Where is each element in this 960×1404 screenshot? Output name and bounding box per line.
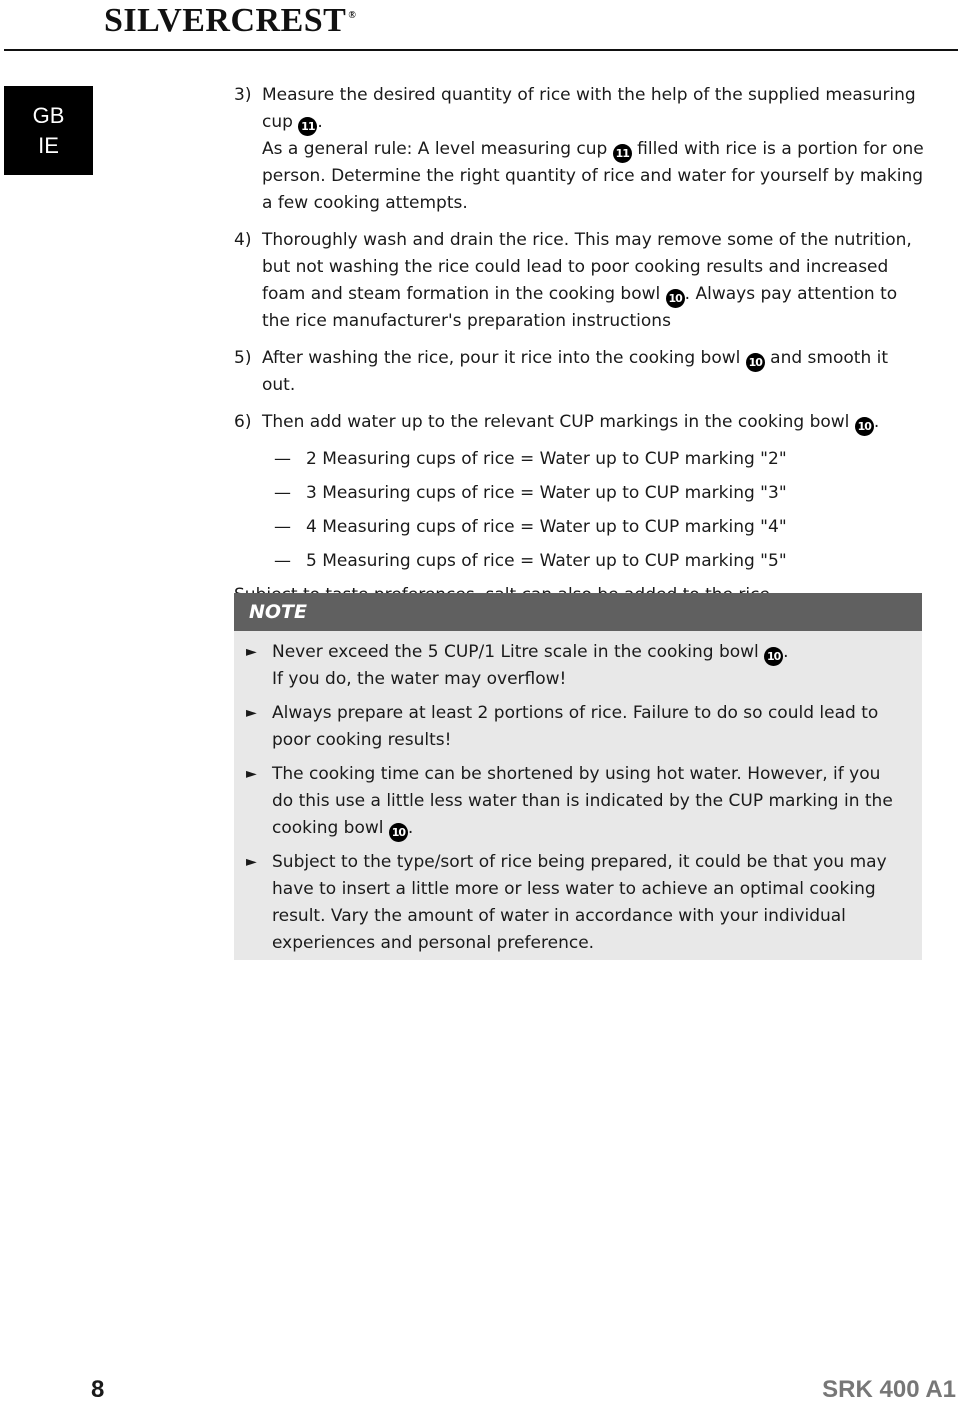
- reference-number-badge: 11: [298, 117, 317, 136]
- note-text: The cooking time can be shortened by using hot water. However, if you do this use a little less water than is indicated by the CUP marking in the cooking bowl: [272, 764, 893, 838]
- brand-logo: [104, 2, 356, 40]
- note-text: If you do, the water may overflow!: [272, 669, 567, 689]
- list-item: [274, 480, 924, 507]
- step-text: Then add water up to the relevant CUP markings in the cooking bowl: [262, 412, 855, 432]
- lang-code-ie: IE: [38, 132, 59, 158]
- arrow-bullet-icon: ►: [246, 854, 257, 870]
- list-item: [274, 548, 924, 575]
- reference-number-badge: 10: [764, 647, 783, 666]
- list-item-text: 4 Measuring cups of rice = Water up to CUP marking "4": [306, 517, 787, 537]
- step-text: .: [873, 412, 880, 432]
- reference-number-badge: 11: [613, 144, 632, 163]
- language-tab: [4, 86, 93, 175]
- page-number: 8: [91, 1376, 105, 1403]
- step-number: 3): [234, 85, 252, 105]
- step-text: filled with rice is a portion for one person. Determine the right quantity of rice and water for yourself by making a few cooking attempts.: [262, 139, 924, 213]
- reference-number-badge: 10: [666, 289, 685, 308]
- registered-mark: ®: [348, 10, 357, 21]
- brand-name: SILVERCREST: [104, 2, 347, 39]
- list-item: [246, 700, 902, 754]
- list-item: [274, 446, 924, 473]
- reference-number-badge: 10: [746, 353, 765, 372]
- step-text: Thoroughly wash and drain the rice. This may remove some of the nutrition, but not washing the rice could lead to poor cooking results and increased foam and steam formation in the cooking bowl: [262, 230, 912, 304]
- note-item-text: [272, 700, 902, 754]
- step-text: As a general rule: A level measuring cup: [262, 139, 613, 159]
- dash-icon: —: [274, 551, 291, 571]
- list-item-text: 5 Measuring cups of rice = Water up to CUP marking "5": [306, 551, 787, 571]
- note-item-text: [272, 639, 789, 693]
- step-text: . Always pay attention to the rice manufacturer's preparation instructions: [262, 284, 898, 331]
- step-body: [262, 227, 924, 335]
- list-item: [246, 639, 902, 693]
- model-number: SRK 400 A1: [822, 1376, 956, 1403]
- arrow-bullet-icon: ►: [246, 766, 257, 782]
- header-divider: [4, 49, 958, 51]
- step-body: [262, 345, 924, 399]
- note-list: [234, 631, 922, 957]
- note-text: Always prepare at least 2 portions of rice. Failure to do so could lead to poor cooking results!: [272, 703, 879, 750]
- step-body: [262, 409, 924, 436]
- note-box: [234, 593, 922, 960]
- dash-icon: —: [274, 449, 291, 469]
- list-item: [246, 849, 902, 957]
- cup-marking-list: [274, 446, 924, 575]
- step-number: 4): [234, 230, 252, 250]
- step-number: 6): [234, 412, 252, 432]
- step-6: [234, 409, 924, 436]
- note-text: .: [783, 642, 789, 662]
- instructions: [234, 82, 924, 609]
- reference-number-badge: 10: [389, 823, 408, 842]
- step-number: 5): [234, 348, 252, 368]
- step-body: [262, 82, 924, 217]
- step-text: After washing the rice, pour it rice into the cooking bowl: [262, 348, 746, 368]
- step-text: Measure the desired quantity of rice with the help of the supplied measuring cup: [262, 85, 916, 132]
- lang-code-gb: GB: [32, 102, 65, 128]
- note-title: NOTE: [234, 593, 922, 631]
- note-item-text: [272, 849, 902, 957]
- note-text: Never exceed the 5 CUP/1 Litre scale in the cooking bowl: [272, 642, 765, 662]
- reference-number-badge: 10: [855, 417, 874, 436]
- arrow-bullet-icon: ►: [246, 705, 257, 721]
- step-5: [234, 345, 924, 399]
- step-text: and smooth it out.: [262, 348, 889, 395]
- arrow-bullet-icon: ►: [246, 644, 257, 660]
- list-item-text: 3 Measuring cups of rice = Water up to CUP marking "3": [306, 483, 787, 503]
- step-3: [234, 82, 924, 217]
- list-item: [274, 514, 924, 541]
- note-item-text: [272, 761, 902, 842]
- list-item: [246, 761, 902, 842]
- step-4: [234, 227, 924, 335]
- list-item-text: 2 Measuring cups of rice = Water up to CUP marking "2": [306, 449, 787, 469]
- dash-icon: —: [274, 483, 291, 503]
- note-text: .: [407, 818, 414, 838]
- step-text: .: [317, 112, 323, 132]
- note-text: Subject to the type/sort of rice being prepared, it could be that you may have to insert a little more or less water to achieve an optimal cooking result. Vary the amount of water in accordance with your individual experiences and personal preference.: [272, 852, 887, 953]
- dash-icon: —: [274, 517, 291, 537]
